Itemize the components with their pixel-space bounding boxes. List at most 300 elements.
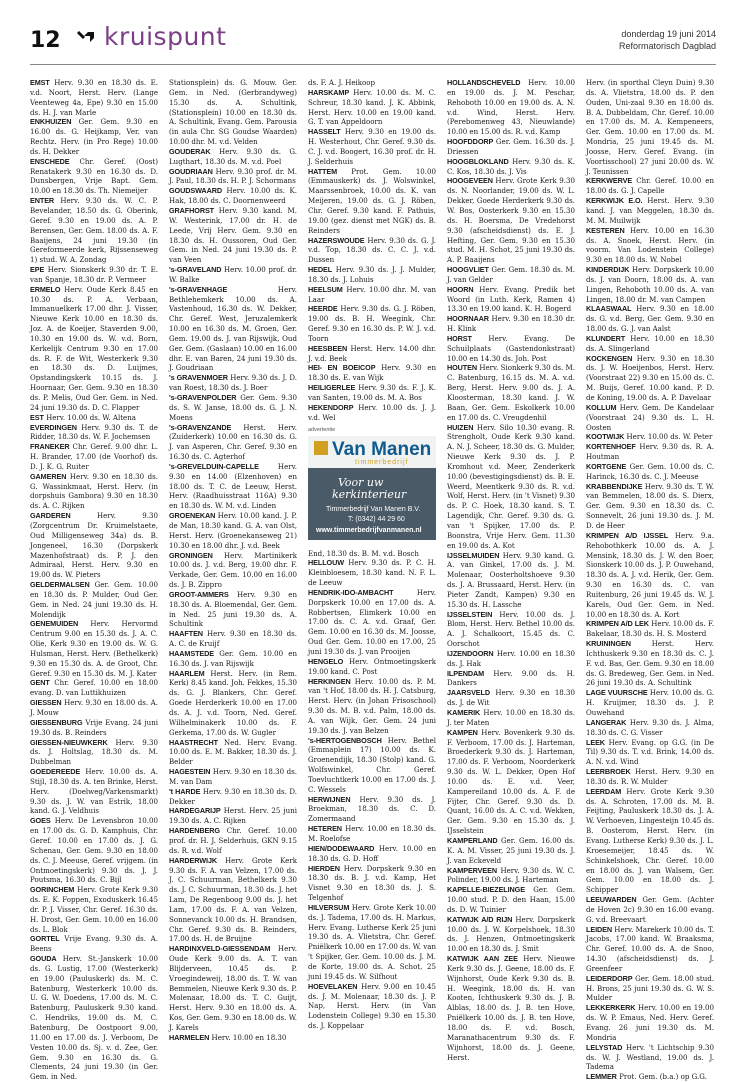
service-details: Herv. Ontmoetingskerk 19.00 kand. C. Post (308, 656, 436, 676)
listing-entry (308, 344, 436, 364)
service-details: Ger. Gem. 16.00 ds. K. A. M. Visser, 25 juni 19.30 ds. J. J. van Eckeveld (447, 835, 575, 865)
service-details: Herv. 9.30 ds. F. J. K. van Santen, 19.00 ds. M. A. Bos (308, 383, 436, 402)
service-details: Herv. Evang. Predik het Woord (in Luth. Kerk, Ramen 4) 13.30 en 19.00 kand. K. H. Bogerd (447, 284, 575, 314)
place-name: LEIDERDORP (586, 973, 633, 983)
listing-entry (447, 836, 575, 866)
listing-entry (308, 844, 436, 864)
place-name: GOUDA (30, 954, 57, 964)
service-details: Herv. 10.00 dhr. M. van Laar (308, 284, 436, 304)
place-name: 's-GRAVENPOLDER (169, 393, 237, 402)
place-name: HARDERWIJK (169, 855, 218, 865)
listing-entry (30, 678, 158, 698)
listing-entry (586, 1003, 714, 1042)
service-details: Herst. Herv. 14.00 dhr. J. v.d. Beek (308, 343, 436, 363)
service-details: Herv. 9.30 ds. J. D. van Roest, 18.30 ds. J. Boer (169, 373, 297, 393)
place-name: ERMELO (30, 284, 61, 294)
service-details: Herv. 10.00 ds. F. Bakelaar, 18.30 ds. H. S. Mosterd (586, 619, 714, 639)
listing-entry (308, 304, 436, 343)
listing-entry (586, 688, 714, 718)
listing-entry (169, 285, 297, 374)
listing-entry (308, 677, 436, 736)
service-details: Herv. Nieuwe Kerk 9.30 ds. J. Geene, 18.00 ds. F. Wijnhorst, Oude Kerk 9.30 ds. B. H. Weegink, 18.00 ds. H. van Kooten, Ichthuskerk 9.30 ds. J. B. Alblas, 18.00 ds. J. B. ten Hove, Pniëlkerk 10.00 ds. J. B. ten Hove, 18.00 ds. F. v.d. Bosch, Maranathacentrum 9.30 ds. F. Wijnhorst, 18.00 ds. J. Geene, Herst. (447, 954, 575, 1062)
place-name: HARDINXVELD-GIESSENDAM (169, 944, 271, 954)
service-details: Herv. 9.30 ds. W. C. P. Bevelander, 18.50 ds. G. Oberink, Geref. 9.30 en 19.00 ds. A. P. Berensen, Ger. Gem. 18.00 ds. A. F. Baaijens, 24 juni 19.30 (in Gereformeerde kerk, Rijssenseweg 1) stud. W. A. Zondag (30, 196, 159, 265)
service-details: Herv. Bethel (Emmaplein 17) 10.00 ds. K. Groenendijk, 18.30 (Stolp) kand. G. Wolfswinkel, Chr. Geref. Toevluchtkerk 10.00 en 17.00 ds. J. C. Wessels (308, 735, 436, 794)
place-name: EST (30, 412, 44, 422)
listing-entry (447, 423, 575, 551)
listing-entry (30, 196, 158, 265)
service-details: Herv. Dorpskerk 10.00 ds. J. W. Korpelshoek, 18.30 ds. J. Henzen, Ontmoetingskerk 10.00 en 18.30 ds. J. Smit (447, 914, 575, 954)
service-details: Herst. Herv. Ichthuskerk 9.30 en 18.30 ds. C. J. F. v.d. Bas, Ger. Gem. 9.30 en 18.00 ds. G. Bredeweg, Ger. Gem. in Ned. 26 juni 19.30 ds. A. Schultink (586, 639, 714, 688)
listing-entry (308, 588, 436, 657)
service-details: Herv. De Levensbron 10.00 en 17.00 ds. G. D. Kamphuis, Chr. Geref. 10.00 en 17.00 ds. J. G. Schenau, Ger. Gem. 9.30 en 18.00 ds. C. J. Meeuse, Geref. vrijgem. (in Ontmoetingskerk) 9.30 ds. J. J. Poutsma, 16.30 ds. C. Bijl (30, 816, 158, 885)
listing-entry (30, 511, 158, 580)
service-details: Herv. 9.30 kand. G. A. van Ginkel, 17.00 ds. J. M. Molenaar, Oosterholtshoeve 9.30 ds. J. A. Brussaard, Herst. Herv. (in Pieter Zandt, Kampen) 9.30 en 15.30 ds. H. Lassche (447, 550, 575, 609)
service-details: Chr. Geref. 10.00 en 18.00 evang. D. van Luttikhuizen (30, 678, 158, 698)
service-details: Ger. Gem. 16.30 ds. J. Driessen (447, 137, 575, 156)
place-name: 's GRAVENMOER (169, 373, 228, 383)
service-details: Herv. 9.30 kand. M. W. Westerink, 17.00 dr. H. de Leede, Vrij Herv. Gem. 9.30 en 18.30 ds. H. Oussoren, Oud Ger. Gem. in Ned. 24 juni 19.30 ds. P. van Veen (169, 205, 297, 265)
place-name: HILVERSUM (308, 902, 350, 912)
service-details: Ger. Gem. (Achter de Hoven 2c) 9.30 en 16.00 evang. G. v.d. Breevaart (586, 895, 714, 924)
place-name: HEELSUM (308, 284, 343, 294)
service-details: Herv. 9.00 en 10.45 ds. J. M. Molenaar, 18.30 ds. J. P. Nap, Herst. Herv. (in Van Lodenstein College) 9.30 en 15.30 ds. J. Koppelaar (308, 981, 436, 1031)
service-details: Herv. 9.30 en 18.30 ds. E. van Wijk (308, 363, 436, 383)
place-name: GOUDSWAARD (169, 186, 222, 196)
service-details: Vrije Evang. 9.30 ds. A. Beens (30, 934, 158, 954)
listing-entry (30, 718, 158, 738)
place-name: ENTER (30, 196, 55, 206)
listing-entry (308, 363, 436, 383)
listing-entry (30, 157, 158, 196)
place-name: HAAMSTEDE (169, 648, 215, 658)
service-details: Chr. Geref. 9.00 dhr. L. H. Brander, 17.00 (de Voorhof) ds. D. J. K. G. Ruiter (30, 442, 158, 471)
service-details: Herv. 9.30 ds. G. Lugthart, 18.30 ds. M. v.d. Poel (169, 146, 297, 166)
listing-entry (308, 657, 436, 677)
place-name: GIESSENBURG (30, 717, 83, 727)
listing-entry (30, 580, 158, 619)
place-name: KRABBENDIJKE (586, 481, 643, 491)
service-details: Herv. 9.00 ds. H. Dankers (447, 668, 575, 688)
service-details: Herv. Martinikerk 10.00 ds. J. v.d. Berg, 19.00 dhr. F. Verkade, Ger. Gem. 10.00 en 16.00 ds. J. B. Zippro (169, 550, 297, 590)
place-name: GRONINGEN (169, 550, 213, 560)
place-name: 's-GRAVENZANDE (169, 422, 232, 432)
place-name: LEERBROEK (586, 767, 631, 777)
ad-company: Timmerbedrijf Van Manen B.V. (326, 505, 421, 513)
place-name: LEERDAM (586, 786, 622, 796)
place-name: HORST (447, 333, 472, 343)
service-details: Herv. 10.00 en 19.00 ds. W. P. Emaus, Ned. Herv. Geref. Evang. 26 juni 19.30 ds. M. Mondria (586, 1003, 714, 1042)
place-name: EVERDINGEN (30, 422, 77, 432)
service-details: Vrije Evang. 24 juni 19.30 ds. B. Reinders (30, 717, 158, 737)
service-details: Herv. 9.a. Rehobothkerk 10.00 ds. A. J. Mensink, 18.30 ds. J. W. den Boer, Sionskerk 10.00 ds. J. P. Ouwehand, 18.30 ds. A. J. v.d. Herik, Ger. Gem. 9.30 en 16.30 ds. C. van Ruitenburg, 26 juni 19.45 ds. W. J. Karels, Oud Ger. Gem. in Ned. 10.00 en 18.30 ds. A. Kort (586, 530, 714, 619)
listing-entry (308, 549, 436, 559)
service-details: Herv. Marekerk 10.00 ds. T. Jacobs, 17.00 kand. W. Braaksma, Chr. Geref. 10.00 ds. A. de Snoo, 14.30 (afscheidsdienst) ds. J. Greenfeer (586, 924, 714, 973)
publication-name: Reformatorisch Dagblad (618, 41, 716, 51)
listing-entry (169, 78, 297, 147)
place-name: LEEK (586, 737, 605, 747)
listing-entry (447, 551, 575, 610)
place-name: KATWIJK AAN ZEE (447, 954, 518, 964)
place-name: 's-GRAVENHAGE (169, 284, 228, 294)
place-name: IJSSELMUIDEN (447, 550, 500, 560)
place-name: GIESSEN (30, 698, 62, 708)
dateline (619, 28, 716, 52)
place-name: HERWIJNEN (308, 794, 351, 804)
service-details: Herv. 9.30 en 18.30 ds. E. v.d. Noort, Herst. Herv. (Lange Veenteweg 4a, Epe) 9.30 en 15.00 ds. H. J. van Marle (30, 78, 158, 117)
place-name: KINDERDIJK (586, 265, 630, 275)
service-details: Herv. Grote Kerk 9.30 ds. A. Schroten, 17.00 ds. M. B. Feijting, Pauluskerk 18.30 ds. J. A. W. Verhoeven, Lingesteijn 10.45 ds. B. Oosterom, Herst. Herv. (in Evang. Lutherse Kerk) 9.30 ds. J. L. Kroesemeijer, 18.45 ds. W. Schinkelshoek, Chr. Geref. 10.00 en 18.00 ds. J. van Walsem, Ger. Gem. 10.00 en 18.00 ds. J. Schipper (586, 786, 715, 895)
service-details: Herv. 10.00 en 19.00 ds. J. M. Peschar, Rehoboth 10.00 en 19.00 ds. A. N. v.d. Wind, Herst. Herv. (Perebomenweg 43, Nieuwlande) 10.00 en 15.00 ds. R. v.d. Kamp (447, 78, 575, 137)
place-name: KAMERIK (447, 708, 481, 717)
service-details: Herv. 9.30 ds. G. J. v.d. Top, 18.30 ds. C. C. J. v.d. Dussen (308, 235, 436, 265)
place-name: EPE (30, 265, 45, 275)
listing-column-3 (308, 78, 436, 1056)
listing-entry (308, 383, 436, 403)
ad-logo-area (308, 436, 436, 468)
listing-entry (447, 954, 575, 1062)
place-name: KORTGENE (586, 461, 627, 471)
listing-entry (30, 442, 158, 472)
listing-entry (169, 373, 297, 393)
service-details: Herv. 10.00 ds. M. C. Schreur, 18.30 kand. J. K. Abbink, Herst. Herv. 10.00 en 19.00 kand. G. T. van Appeldoorn (308, 87, 436, 127)
service-details: Herv. 9.30 en 14.00 (Elzenhoven) en 18.00 ds. T. C. de Leeuw, Herst. Herv. (Raadhuisstraat 116A) 9.30 en 18.30 ds. W. M. v.d. Linden (169, 461, 297, 511)
listing-entry (30, 117, 158, 156)
service-details: Herv. 9.30 en 18.30 dr. H. Klink (447, 314, 575, 334)
place-name: KRIMPEN A/D IJSSEL (586, 530, 669, 540)
service-details: Herv. Oude Kerk 8.45 en 10.30 ds. P. A. Verbaan, Immanuelkerk 17.00 dhr. J. Visser, Nieuwe Kerk 10.00 en 18.30 ds. Joz. A. de Koeijer, Staverden 9.00, 10.30 en 19.00 ds. W. v.d. Born, Kerkelijk Centrum 9.30 en 17.00 ds. R. F. de Wit, Westerkerk 9.30 en 18.30 ds. D. Luijmes, Opstandingskerk 10.15 ds. J. Hoornaar, Ger. Gem. 9.30 en 18.30 ds. P. Melis, Oud Ger. Gem. in Ned. 24 juni 19.30 ds. D. C. Flapper (30, 284, 158, 412)
listing-entry (169, 590, 297, 629)
listing-entry (586, 639, 714, 688)
place-name: HAAFTEN (169, 629, 203, 639)
service-details: Herst. Herv. 9.30 en 18.30 ds. R. W. Mulder (586, 767, 714, 786)
place-name: KLAASWAAL (586, 304, 632, 314)
listing-entry (169, 186, 297, 206)
listing-entry (586, 334, 714, 354)
place-name: 's-HERTOGENBOSCH (308, 735, 382, 745)
listing-entry (169, 393, 297, 423)
listing-entry (308, 78, 436, 88)
listing-entry (308, 236, 436, 266)
service-details: Herv. 10.00 en 18.30 ds. M. Roelofse (308, 824, 436, 843)
listing-entry (30, 619, 158, 678)
listing-entry (30, 816, 158, 885)
listing-entry (447, 728, 575, 836)
place-name: JAARSVELD (447, 688, 491, 698)
listing-entry (586, 462, 714, 482)
service-details: Ger. Gem. 10.00 stud. P. D. den Haan, 15.00 ds. D. W. Tuinier (447, 885, 575, 914)
place-name: GOES (30, 816, 51, 826)
place-name: HAGESTEIN (169, 767, 211, 777)
place-name: KERKWIJK E.O. (586, 196, 643, 206)
place-name: GORTEL (30, 934, 60, 944)
listing-entry (30, 954, 158, 1082)
service-details: Herv. 10.00 en 18.30 ds. A. Slingerland (586, 333, 714, 353)
listing-entry (447, 866, 575, 886)
listing-entry (169, 856, 297, 945)
service-details: Ger. Gem. 10.00 en 18.30 ds. P. Mulder, Oud Ger. Gem. in Ned. 24 juni 19.30 ds. H. Molendijk (30, 580, 158, 619)
listing-entry (586, 1043, 714, 1073)
ad-website[interactable]: www.timmerbedrijfvanmanen.nl (316, 526, 422, 534)
church-listings (30, 78, 716, 1082)
place-name: HAARLEM (169, 668, 205, 678)
listing-entry (308, 403, 436, 423)
place-name: HOORN (447, 284, 474, 294)
service-details: Ger. Gem. 10.00 ds. C. Harinck, 16.30 ds. C. J. Meeuse (586, 461, 714, 481)
service-details: Herv. (in sporthal Cleyn Duin) 9.30 ds. A. Vlietstra, 18.00 ds. P. den Ouden, Uni-zaal 9.30 en 18.00 ds. B. A. Dubbeldam, Chr. Geref. 10.00 en 17.00 ds. M. A. Kempeneers, Ger. Gem. 10.00 en 17.00 ds. M. Mondria, 25 juni 19.45 ds. M. Joosse, Herv. Geref. Evang. (in Voortisschool) 27 juni 20.00 ds. W. J. Teunissen (586, 78, 714, 176)
place-name: HOORNAAR (447, 314, 489, 324)
listing-column-2 (169, 78, 297, 1056)
listing-entry (30, 698, 158, 718)
service-details: Herv. 't Lichtschip 9.30 ds. W. J. Westland, 19.00 ds. J. Tadema (586, 1042, 714, 1072)
service-details: Herv. 9.30 ds. J. Holtslag, 18.30 ds. M. Dubbelman (30, 737, 158, 767)
ad-brand: Van Manen (332, 438, 432, 460)
listing-entry (586, 974, 714, 1004)
place-name: HARSKAMP (308, 87, 350, 97)
listing-entry (447, 363, 575, 422)
place-name: GORINCHEM (30, 885, 75, 895)
service-details: Herv. 10.00 kand. J. P. de Man, 18.30 kand. G. A. van Olst, Herst. Herv. (Groenekanseweg 21) 10.30 en 18.00 dhr. J. v.d. Beek (169, 511, 297, 550)
service-details: Herv. Bethlehemkerk 10.00 ds. A. Vastenhoud, 16.30 ds. W. Dekker, Chr. Geref. West, Jeruzalemkerk 10.00 en 16.30 ds. M. Groen, Ger. Gem. 19.00 ds. J. van Rijswijk, Oud Ger. Gem. (Gaslaan) 10.00 en 16.00 dhr. E. van Baren, 24 juni 19.30 ds. J. Goudriaan (169, 284, 297, 373)
listing-entry (447, 157, 575, 177)
place-name: LEKKERKERK (586, 1003, 636, 1013)
section-title: kruispunt (104, 22, 227, 51)
place-name: HEDEL (308, 265, 333, 275)
service-details: Herv. 10.00 en 18.30 ds. G. D. Hoff (308, 843, 436, 863)
listing-entry (169, 826, 297, 856)
place-name: HATTEM (308, 166, 338, 176)
service-details: Herv. 9.30 (Zorgcentrum Dr. Kruimelstaete, Oud Milligenseweg 34a) ds. B. Jongeneel, 16.30 (Dorpskerk Mazenhofstraat) ds. P. J. den Admiraal, Herst. Herv. 9.30 en 19.00 ds. W. Pieters (30, 511, 158, 580)
place-name: GOUDERAK (169, 146, 211, 156)
service-details: Herv. 10.00 en 18.30 (211, 1032, 287, 1042)
listing-entry (308, 558, 436, 588)
service-details: Herv. Dorpskerk 9.30 en 18.30 ds. B. J. v.d. Kamp, Het Visnet 9.30 en 18.30 ds. J. S. Telgenhof (308, 863, 436, 903)
place-name: LANGERAK (586, 717, 627, 727)
listing-entry (447, 334, 575, 364)
service-details: Herv. Dorpskerk 10.00 ds. J. van Doorn, 18.00 ds. A. van Lingen, Rehoboth 10.00 ds. A. van Lingen, 18.00 dr. M. van Campen (586, 265, 714, 304)
service-details: Ned. Herv. Evang. 10.00 ds. E. M. Bakker, 18.30 ds. J. Belder (169, 737, 297, 767)
service-details: Herv. 9.30 en 18.00 ds. A. J. Mouw (30, 698, 158, 717)
listing-entry (169, 551, 297, 590)
place-name: HOOFDDORP (447, 137, 494, 147)
listing-entry (447, 137, 575, 157)
service-details: Ger. Gem. 18.30 ds. M. J. van Gelder (447, 265, 575, 284)
service-details: Herv. 9.30 ds. T. W. van Bemmelen, 18.00 ds. S. Dierx, Ger. Gem. 9.30 en 18.30 ds. C. Sonnevelt, 26 juni 19.30 ds. J. M. D. de Heer (586, 481, 714, 530)
service-details: Herv. 9.30 prof. dr. M. J. Paul, 18.30 ds. H. P. J. Schormans (169, 166, 297, 186)
listing-entry (586, 767, 714, 787)
listing-entry (308, 167, 436, 236)
place-name: HERKINGEN (308, 676, 351, 686)
place-name: LAGE VUURSCHE (586, 688, 648, 698)
listing-entry (447, 915, 575, 954)
issue-date: donderdag 19 juni 2014 (621, 29, 716, 39)
listing-entry (447, 669, 575, 689)
listing-entry (308, 864, 436, 903)
place-name: GOEDEREEDE (30, 767, 81, 777)
service-details: Herv. Oude Kerk 9.00 ds. A. T. van Blijderveen, 10.45 ds. P. Vroegindeweij, 18.00 ds. T. W. van Bemmelen, Nieuwe Kerk 9.30 ds. P. Molenaar, 18.00 ds. T. C. Guijt, Herst. Herv. 9.30 en 18.00 ds. A. Kos, Ger. Gem. 9.30 en 18.00 ds. W. J. Karels (169, 944, 297, 1032)
listing-entry (586, 176, 714, 196)
place-name: HASSELT (308, 127, 341, 137)
place-name: GOUDRIAAN (169, 166, 213, 176)
listing-entry (169, 669, 297, 738)
service-details: Herv. 9.30 en 18.30 ds. J. W. Hoeijenbos, Herst. Herv. (Voorstraat 22) 9.30 en 15.00 ds. C. M. Buijs, Geref. 10.00 kand. P. D. de Koning, 19.00 ds. A. P. Davelaar (586, 353, 714, 402)
place-name: GROOT-AMMERS (169, 589, 229, 599)
place-name: ILPENDAM (447, 668, 485, 678)
place-name: GRAFHORST (169, 205, 215, 215)
service-details: Herv. Bovenkerk 9.30 ds. F. Verboom, 17.00 ds. J. Harteman, Broederkerk 9.30 ds. J. Harteman, 17.00 ds. F. Verboom, Noorderkerk 9.30 ds. W. L. Dekker, Open Hof 10.00 ds. E. v.d. Veer, Kampereiland 10.00 ds. A. F. de Fijter, Chr. Geref. 9.30 ds. D. Quant, 16.00 ds. A. C. v.d. Wekken, Ger. Gem. 9.30 en 15.30 ds. J. IJsselstein (447, 727, 575, 836)
place-name: HOOGVLIET (447, 265, 489, 275)
place-name: HUIZEN (447, 422, 474, 432)
place-name: LEMMER (586, 1072, 617, 1082)
place-name: LEIDEN (586, 924, 612, 934)
place-name: HOUTEN (447, 363, 478, 373)
place-name: KAMPERVEEN (447, 865, 498, 875)
place-name: ENSCHEDE (30, 156, 70, 166)
page-number: 12 (30, 28, 61, 53)
service-details: Herv. 9.30 ds. J. J. Mulder, 18.30 ds. J. Lohuis (308, 265, 436, 284)
place-name: HARDENBERG (169, 826, 220, 836)
listing-entry (308, 127, 436, 166)
listing-entry (447, 688, 575, 708)
service-details: Herv. Grote Kerk 9.30 ds. F. A. van Velzen, 17.00 ds. J. C. Schuurman, Bethelkerk 9.30 ds. J. C. Schuurman, 18.30 ds. J. het Lam, De Regenboog 9.00 ds. J. het Lam, 17.00 ds. F. A. van Velzen, Sonnevanck 10.00 ds. H. Brandsen, Chr. Geref. 9.30 ds. B. Reinders, 17.00 ds. H. de Bruijne (169, 855, 297, 944)
service-details: Chr. Geref. (Oost) Renatakerk 9.30 en 16.30 ds. D. Dunsbergen, Vrije Bapt. Gem. 10.00 en 18.30 ds. Th. Niemeijer (30, 156, 158, 196)
place-name: GAMEREN (30, 471, 67, 481)
service-details: Herv. 10.00 ds. J. J. v.d. Wel (308, 402, 436, 422)
service-details: Herv. 9.30 ds. P. C. H. Kleinbloesem, 18.30 kand. N. F. L. de Leeuw (308, 558, 436, 588)
listing-entry (169, 1033, 297, 1043)
crossroads-arrow-icon (74, 28, 98, 52)
service-details: Herv. Sionskerk 9.30 dr. T. E. van Spanje, 18.30 dr. P. Vermeer (30, 265, 158, 284)
place-name: HETEREN (308, 824, 342, 834)
listing-entry (447, 265, 575, 285)
listing-entry (308, 88, 436, 127)
listing-entry (586, 895, 714, 925)
listing-entry (447, 649, 575, 669)
place-name: HIEN/DODEWAARD (308, 843, 375, 853)
listing-entry (447, 314, 575, 334)
listing-entry (308, 982, 436, 1031)
place-name: KLUNDERT (586, 333, 626, 343)
service-details: Herv. 10.00 ds. A. Stijl, 18.30 ds. A. ten Brinke, Herst. Herv. (Doelweg/Varkensmarkt) 9.30 ds. J. W. van Estrik, 18.00 kand. G. J. Veldhuis (30, 767, 158, 816)
listing-entry (169, 806, 297, 826)
ad-label: advertentie (308, 426, 336, 433)
place-name: KAPELLE-BIEZELINGE (447, 885, 525, 895)
service-details: Ger. Gem. 9.30 ds. S. W. Janse, 18.00 ds. G. J. N. Moens (169, 393, 297, 422)
service-details: Ger. Gem. 9.30 en 16.00 ds. G. Heijkamp, Ver. van Rechtz. Herv. (in Pro Rege) 10.00 ds. H. Dekker (30, 117, 158, 156)
place-name: FRANEKER (30, 442, 70, 452)
service-details: Herv. Grote Kerk 10.00 ds. J. Tadema, 17.00 ds. H. Markus, Herv. Evang. Lutherse Kerk 25 juni 19.30 ds. A. Vlietstra, Chr. Geref. Pniëlkerk 10.00 en 17.00 ds. W. van 't Spijker, Ger. Gem. 10.00 ds. J. M. de Korte, 19.00 ds. A. Schot, 25 juni 19.45 ds. W. Silfhout (308, 902, 436, 981)
listing-entry (447, 708, 575, 728)
service-details: Herv. Grote Kerk 9.30 ds. E. K. Foppen, Exoduskerk 16.45 dr. P. J. Visser, Chr. Geref. 16.30 ds. H. Drost, Ger. Gem. 10.00 en 16.00 ds. L. Blok (30, 885, 159, 934)
service-details: Herv. 9.30 ds. K. C. Kos, 18.30 ds. J. Vis (447, 156, 575, 176)
place-name: HAZERSWOUDE (308, 235, 365, 245)
service-details: Herv. 9.30 ds. G. J. Röben, 19.00 ds. B. H. Weegink, Chr. Geref. 9.30 en 16.30 ds. P. W. J. v.d. Toorn (308, 304, 436, 343)
ad-tagline: timmerbedrijf (355, 458, 409, 466)
place-name: KRUININGEN (586, 639, 631, 649)
service-details: Herv. 9.30 en 18.30 ds. A. C. de Kruijf (169, 629, 297, 649)
listing-entry (169, 629, 297, 649)
service-details: Herv. 10.00 ds. W. Peter (626, 432, 713, 442)
service-details: Herv. 9.30 ds. J. Broekman, 18.30 ds. C. D. Zomermaand (308, 794, 436, 824)
service-details: Herst. Herv. 25 juni 19.30 ds. A. C. Rijken (169, 806, 297, 826)
service-details: Chr. Geref. 10.00 en 18.00 ds. G. J. Capelle (586, 176, 714, 196)
header-rule (30, 64, 716, 65)
place-name: GENEMUIDEN (30, 619, 79, 629)
place-name: HEERDE (308, 304, 338, 314)
listing-entry (447, 885, 575, 915)
service-details: Chr. Geref. 10.00 prof. dr. H. J. Selderhuis, GKN 9.15 ds. R. v.d. Wolf (169, 826, 297, 855)
listing-entry (30, 413, 158, 423)
listing-entry (308, 265, 436, 285)
place-name: HARDEGARIJP (169, 806, 221, 816)
service-details: Herv. Sionkerk 9.30 ds. M. C. Batenburg, 16.15 ds. M. A. v.d. Berg, Herst. Herv. 9.00 ds. J. A. Kloosterman, 18.30 kand. J. W. Baan, Ger. Gem. Eskolkerk 10.00 en 17.00 ds. C. Vreugdenhil (447, 363, 575, 422)
advertisement[interactable] (308, 427, 436, 543)
listing-entry (586, 226, 714, 265)
listing-entry (169, 167, 297, 187)
service-details: Herv. 9.30 ds. T. de Ridder, 18.30 ds. W. F. Jochemsen (30, 422, 158, 442)
place-name: GARDEREN (30, 511, 71, 521)
place-name: LELYSTAD (586, 1042, 623, 1052)
place-name: KOCKENGEN (586, 353, 633, 363)
listing-entry (586, 925, 714, 974)
place-name: HEI- EN BOEICOP (308, 363, 376, 373)
listing-entry (586, 442, 714, 462)
place-name: ENKHUIZEN (30, 117, 72, 127)
place-name: KATWIJK A/D RIJN (447, 914, 513, 924)
service-details: Herv. 10.00 ds. J. Blom, Herst. Herv. Bethel 10.00 ds. A. J. Schalkoort, 15.45 ds. C. Oorschot (447, 609, 575, 649)
service-details: Herv. 9.30 en 19.00 ds. H. Westerhout, Chr. Geref. 9.30 ds. C. J. v.d. Boogert, 16.30 prof. dr. H. J. Selderhuis (308, 127, 436, 166)
listing-entry (169, 649, 297, 669)
listing-entry (30, 285, 158, 413)
place-name: KESTEREN (586, 225, 625, 235)
listing-entry (169, 944, 297, 1033)
listing-entry (169, 787, 297, 807)
place-name: HARMELEN (169, 1032, 210, 1042)
listing-column-1 (30, 78, 159, 1082)
listing-entry (308, 795, 436, 825)
place-name: HOOGBLOKLAND (447, 156, 509, 166)
place-name: GELDERMALSEN (30, 580, 90, 590)
listing-entry (586, 1072, 714, 1082)
service-details: Herv. Grote Kerk 9.30 ds. N. Noorlander, 19.00 ds. W. L. Dekker, Goede Herderkerk 9.30 ds. W. Bos, Oosterkerk 9.30 en 15.30 ds. H. Boersma, De Vredehorst 9.30 (afscheidsdienst) ds. E. J. Hefting, Ger. Gem. 9.30 en 15.30 stud. M. H. Schot, 25 juni 19.30 ds. A. P. Baaijens (447, 176, 576, 265)
service-details: Herv. 10.00 ds. P. M. van 't Hof, 18.00 ds. H. J. Catsburg, Herst. Herv. (in Johan Frisoschool) 9.30 ds. M. B. v.d. Palm, 18.00 ds. A. van Wijk, Ger. Gem. 24 juni 19.30 ds. J. van Belzen (308, 676, 436, 735)
listing-entry (308, 736, 436, 795)
place-name: HOLLANDSCHEVELD (447, 78, 521, 87)
place-name: HEESBEEN (308, 343, 348, 353)
service-details: Herv. 9.30 en 18.00 ds. G. v.d. Berg, Ger. Gem. 9.30 en 18.00 ds. G. J. van Aalst (586, 304, 714, 334)
place-name: IJZENDOORN (447, 648, 494, 658)
place-name: KOLLUM (586, 402, 617, 412)
listing-entry (586, 78, 714, 176)
ad-banner[interactable] (308, 436, 436, 540)
service-details: Herv. Evang. op G.G. (in De Til) 9.30 ds. T. v.d. Brink, 14.00 ds. A. N. v.d. Wind (586, 737, 714, 767)
place-name: KORTENHOEF (586, 442, 636, 452)
service-details: Stationsplein) ds. G. Mouw. Ger. Gem. in Ned. (Gerbrandyweg) 15.30 ds. A. Schultink, (Stationsplein) 10.00 en 18.30 ds. A. Schultink, Evang. Gem. Parousia (in aula Chr. SG Goudse Waarden) 10.00 dhr. M. v.d. Velden (169, 78, 297, 147)
listing-entry (447, 610, 575, 649)
service-details: Herv. 10.00 ds. W. Altena (46, 412, 136, 422)
listing-entry (586, 531, 714, 620)
listing-entry (169, 265, 297, 285)
ad-slogan-line-1: Voor uw (338, 475, 384, 489)
listing-entry (586, 403, 714, 433)
service-details: Herv. 10.00 ds. K. Hak, 18.00 ds. C. Doornenweerd (169, 186, 297, 206)
listing-entry (447, 176, 575, 265)
listing-entry (308, 824, 436, 844)
service-details: End, 18.30 ds. B. M. v.d. Bosch (308, 548, 419, 558)
service-details: Herv. 10.00 en 18.30 ds. J. Hak (447, 648, 575, 668)
place-name: EMST (30, 78, 50, 87)
service-details: Herv. St.-Janskerk 10.00 ds. G. Lustig, 17.00 (Westerkerk) en 19.00 (Pauluskerk) ds. M. C. Batenburg, Westerkerk 10.00 ds. U. G. W. Doedens, 17.00 ds. M. C. Batenburg, Pauluskerk 9.30 kand. C. Hendriks, 19.00 ds. M. C. Batenburg, De Oostpoort 9.00, 11.00 en 17.00 ds. J. Verboom, De Vesten 10.00 ds. Sj. v. d. Zee, Ger. Gem. 9.30 en 16.30 ds. G. Clements, 24 juni 19.30 (in Ger. Gem. in Ned. (30, 954, 159, 1082)
